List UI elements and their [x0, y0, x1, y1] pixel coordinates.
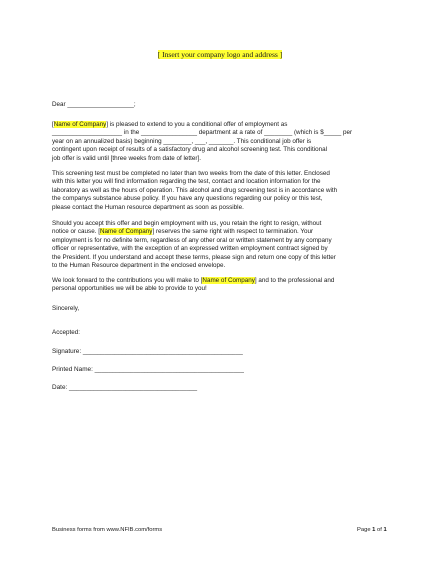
paragraph-screening-line: with this letter you will find information regarding the test, contact and location information for the	[52, 178, 321, 186]
logo-placeholder	[0, 50, 440, 59]
paragraph-screening-line: please contact the Human resource department as soon as possible.	[52, 203, 244, 211]
logo-bracket-close: ]	[279, 50, 283, 59]
paragraph-offer-line: year on an annualized basis) beginning ________, ___, _______. This conditional job offer is	[52, 137, 312, 145]
company-name-placeholder: Name of Company	[99, 228, 153, 236]
date-field: Date: ____________________________________	[52, 384, 198, 391]
salutation: Dear ___________________;	[52, 101, 136, 108]
paragraph-closing-line: We look forward to the contributions you will make to [Name of Company] and to the professional and	[52, 277, 335, 284]
paragraph-terms-line: Should you accept this offer and begin employment with us, you retain the right to resign, without	[52, 220, 322, 227]
paragraph-offer-line: [Name of Company] is pleased to extend to you a conditional offer of employment as	[52, 121, 288, 128]
paragraph-screening	[52, 170, 397, 212]
accepted-label: Accepted:	[52, 329, 81, 336]
paragraph-offer-line: ____________________ in the ________________ department at a rate of ________ (which is $_____ per	[52, 129, 353, 137]
company-name-placeholder: Name of Company	[53, 121, 107, 128]
printed-name-field: Printed Name: __________________________________________	[52, 366, 244, 373]
paragraph-terms-line: notice or cause. [Name of Company] reserves the same right with respect to termination. Your	[52, 228, 314, 236]
paragraph-offer-line: job offer is valid until [three weeks from date of letter].	[52, 154, 201, 162]
paragraph-screening-line: laboratory as well as the hours of operation. This alcohol and drug screening test is in accordance with	[52, 186, 338, 194]
signature-field: Signature: _____________________________________________	[52, 348, 243, 355]
paragraph-closing	[52, 277, 397, 294]
paragraph-terms-line: officer or representative, with the exception of an expressed written employment contract signed by	[52, 245, 328, 253]
logo-bracket-open: [	[157, 50, 161, 59]
paragraph-offer-line: contingent upon receipt of results of a satisfactory drug and alcohol screening test. This conditional	[52, 146, 328, 154]
logo-placeholder-text: Insert your company logo and address	[160, 50, 280, 59]
paragraph-terms-line: employment is for no definite term, regardless of any other oral or written statement by any company	[52, 236, 332, 244]
paragraph-terms-line: the President. If you understand and accept these terms, please sign and return one copy of this letter	[52, 253, 336, 261]
footer-source: Business forms from www.NFIB.com/forms	[52, 527, 163, 533]
paragraph-terms-line: to the Human Resource department in the enclosed envelope.	[52, 262, 226, 270]
paragraph-terms	[52, 220, 397, 270]
paragraph-offer	[52, 121, 397, 163]
paragraph-closing-line: personal opportunities we will be able to provide to you!	[52, 285, 207, 293]
paragraph-screening-line: the companys substance abuse policy. If you have any questions regarding our policy or this test,	[52, 195, 323, 203]
company-name-placeholder: Name of Company	[202, 277, 255, 284]
footer-page-number: Page 1 of 1	[357, 527, 387, 533]
paragraph-screening-line: This screening test must be completed no later than two weeks from the date of this letter. Enclosed	[52, 170, 330, 177]
closing-sincerely: Sincerely,	[52, 305, 80, 312]
